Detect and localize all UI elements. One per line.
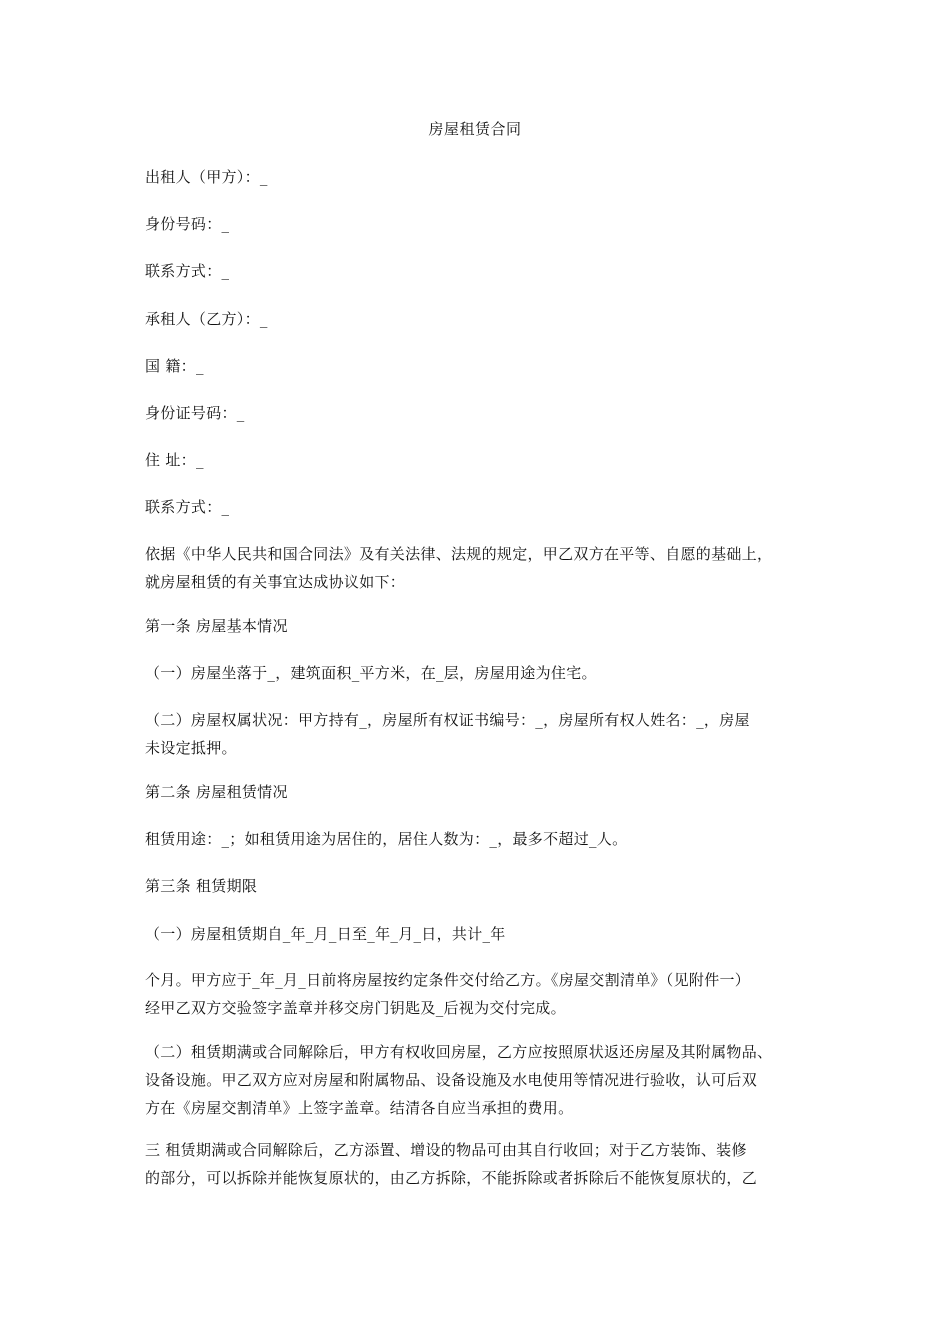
article3-item1-cont-line: 个月。甲方应于_年_月_日前将房屋按约定条件交付给乙方。《房屋交割清单》（见附件一） [145,971,751,989]
preamble-line: 依据《中华人民共和国合同法》及有关法律、法规的规定，甲乙双方在平等、自愿的基础上， [145,545,773,563]
preamble-line: 就房屋租赁的有关事宜达成协议如下： [145,573,406,591]
party-lessee-nationality: 国 籍：_ [145,357,204,375]
party-lessee: 承租人（乙方）：_ [145,310,268,328]
article3-item2-line: （二）租赁期满或合同解除后，甲方有权收回房屋，乙方应按照原状返还房屋及其附属物品、 [145,1043,773,1061]
party-lessee-id: 身份证号码：_ [145,404,245,422]
article3-item2 [145,1038,810,1122]
document-title: 房屋租赁合同 [428,120,522,138]
article2-heading: 第二条 房屋租赁情况 [145,783,288,801]
article3-item3-line: 三 租赁期满或合同解除后，乙方添置、增设的物品可由其自行收回；对于乙方装饰、装修 [145,1141,747,1159]
party-lessee-contact: 联系方式：_ [145,498,230,516]
article3-item1: （一）房屋租赁期自_年_月_日至_年_月_日，共计_年 [145,925,506,943]
article3-item2-line: 设备设施。甲乙双方应对房屋和附属物品、设备设施及水电使用等情况进行验收，认可后双 [145,1071,758,1089]
party-lessor-contact: 联系方式：_ [145,262,230,280]
article3-item3 [145,1136,810,1192]
preamble-paragraph [145,540,810,596]
article3-item2-line: 方在《房屋交割清单》上签字盖章。结清各自应当承担的费用。 [145,1099,574,1117]
article1-item2 [145,706,810,762]
party-lessor: 出租人（甲方）：_ [145,168,268,186]
article3-item1-continued [145,966,810,1022]
party-lessor-id: 身份号码：_ [145,215,230,233]
article1-item1: （一）房屋坐落于_，建筑面积_平方米，在_层，房屋用途为住宅。 [145,664,597,682]
article1-heading: 第一条 房屋基本情况 [145,617,288,635]
party-lessee-address: 住 址：_ [145,451,204,469]
article2-text: 租赁用途：_；如租赁用途为居住的，居住人数为：_，最多不超过_人。 [145,830,628,848]
article1-item2-line: （二）房屋权属状况：甲方持有_，房屋所有权证书编号：_，房屋所有权人姓名：_，房屋 [145,711,750,729]
article3-item1-cont-line: 经甲乙双方交验签字盖章并移交房门钥匙及_后视为交付完成。 [145,999,566,1017]
article3-heading: 第三条 租赁期限 [145,877,258,895]
article3-item3-line: 的部分，可以拆除并能恢复原状的，由乙方拆除，不能拆除或者拆除后不能恢复原状的，乙 [145,1169,758,1187]
article1-item2-line: 未设定抵押。 [145,739,237,757]
